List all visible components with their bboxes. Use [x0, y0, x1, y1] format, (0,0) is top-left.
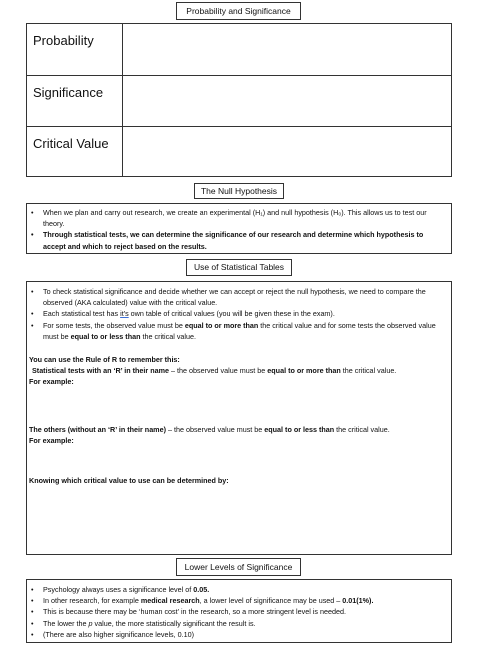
- null-hypothesis-title: The Null Hypothesis: [194, 183, 284, 199]
- lower-bullet-3: • This is because there may be ‘human cost’ in the research, so a more stringent level is needed.: [29, 606, 447, 617]
- term-label: Significance: [27, 76, 123, 126]
- term-row-critical-value: [27, 126, 451, 177]
- example-label-2: For example:: [29, 435, 74, 445]
- main-title: Probability and Significance: [176, 2, 301, 20]
- statistical-tables-title: Use of Statistical Tables: [186, 259, 292, 276]
- term-row-significance: [27, 75, 451, 126]
- knowing-critical-value: Knowing which critical value to use can be determined by:: [29, 476, 229, 486]
- null-bullet-1: • When we plan and carry out research, we create an experimental (H₁) and null hypothesis (H₀). This allows us to test our theory.: [29, 207, 447, 229]
- lower-bullet-5: • (There are also higher significance levels, 0.10): [29, 629, 447, 640]
- lower-bullet-4: • The lower the p value, the more statistically significant the result is.: [29, 618, 447, 629]
- lower-levels-title: Lower Levels of Significance: [176, 558, 301, 576]
- terms-table: [26, 23, 452, 177]
- tables-bullet-3: • For some tests, the observed value must be equal to or more than the critical value and for some tests the observed value must be equal to or less than the critical value.: [29, 320, 447, 342]
- other-tests-line: The others (without an ‘R’ in their name) – the observed value must be equal to or less than the critical value.: [29, 424, 390, 434]
- null-hypothesis-text: [29, 207, 447, 252]
- rule-of-r: You can use the Rule of R to remember this:: [29, 355, 180, 365]
- its-link-text: it's: [120, 309, 129, 319]
- lower-bullet-1: • Psychology always uses a significance level of 0.05.: [29, 584, 447, 595]
- tables-bullet-2: • Each statistical test has it's own table of critical values (you will be given these in the exam).: [29, 308, 447, 319]
- term-row-probability: [27, 24, 451, 75]
- tables-bullet-1: • To check statistical significance and decide whether we can accept or reject the null hypothesis, we need to compare the observed (AKA calculated) value with the critical value.: [29, 286, 447, 308]
- r-tests-line: Statistical tests with an ‘R’ in their name – the observed value must be equal to or more than the critical value.: [32, 366, 397, 376]
- lower-bullet-2: • In other research, for example medical research, a lower level of significance may be used – 0.01(1%).: [29, 595, 447, 606]
- term-label: Critical Value: [27, 127, 123, 177]
- lower-levels-text: [29, 584, 447, 640]
- statistical-tables-text: [29, 286, 447, 486]
- term-label: Probability: [27, 24, 123, 75]
- example-label-1: For example:: [29, 377, 74, 387]
- null-bullet-2: • Through statistical tests, we can determine the significance of our research and determine which hypothesis to accept and which to reject based on the results.: [29, 229, 447, 251]
